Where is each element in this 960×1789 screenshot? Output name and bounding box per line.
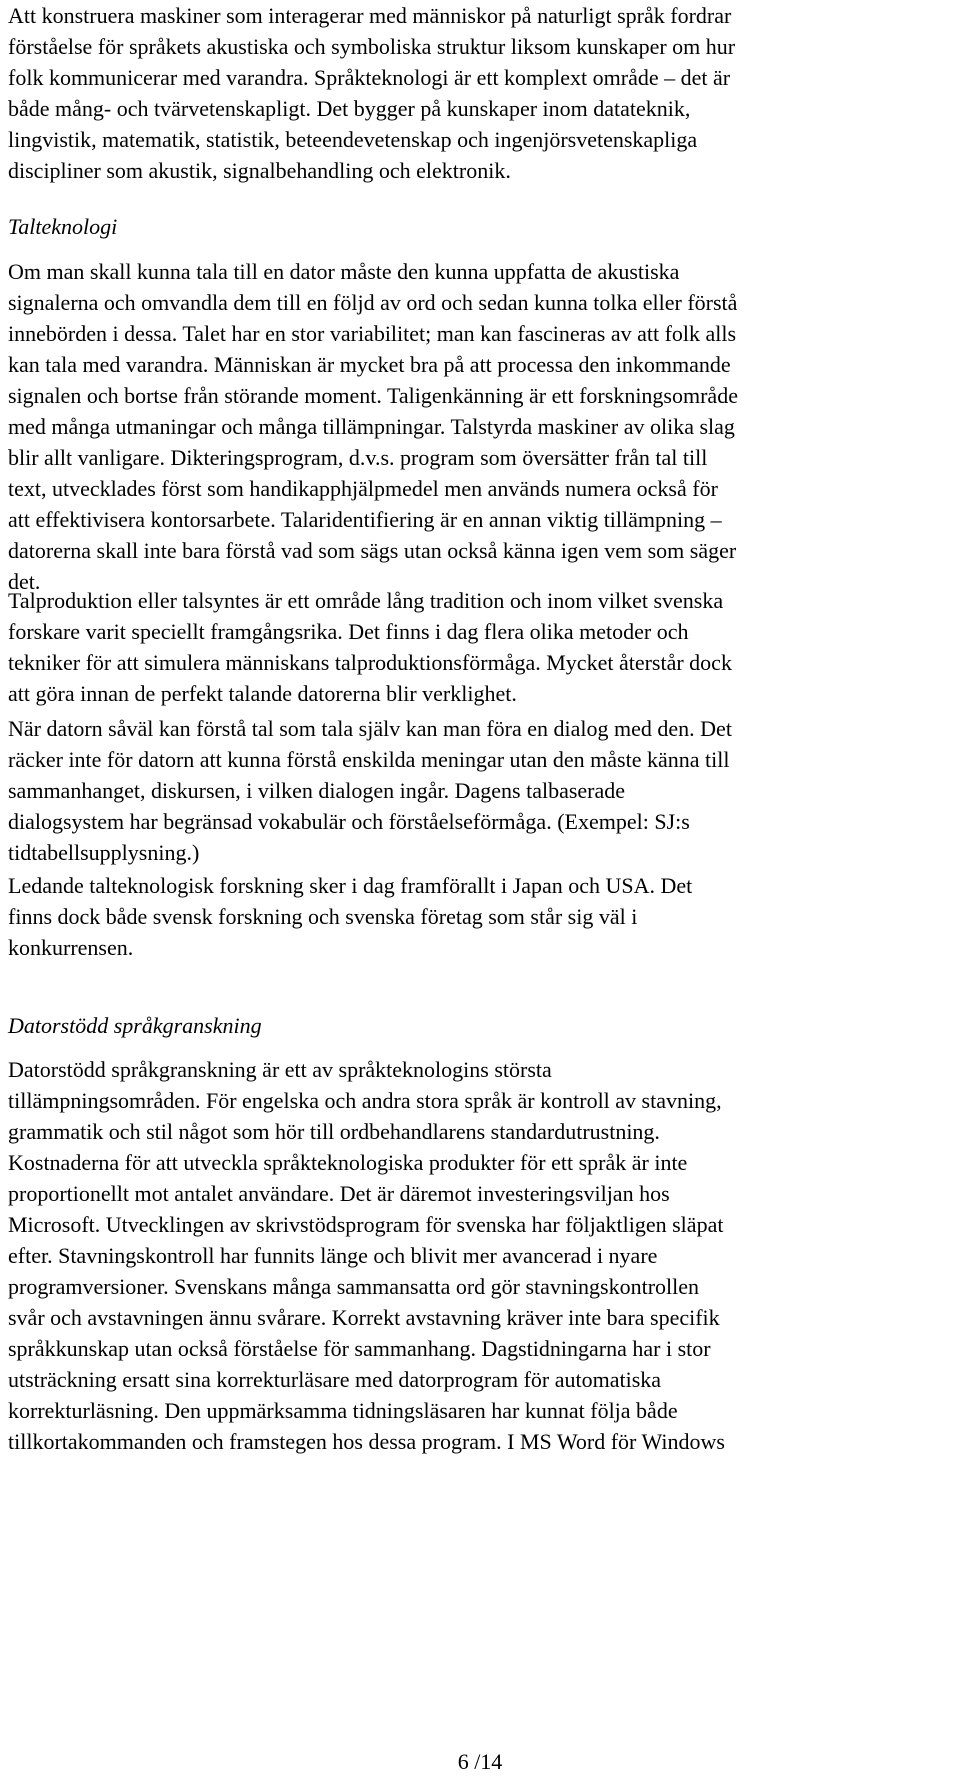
section-heading-talteknologi	[8, 211, 938, 242]
text-line: Ledande talteknologisk forskning sker i dag framförallt i Japan och USA. Det	[8, 873, 693, 898]
text-line: att effektivisera kontorsarbete. Talaridentifiering är en annan viktig tillämpning –	[8, 507, 722, 532]
text-line: tillkortakommanden och framstegen hos dessa program. I MS Word för Windows	[8, 1429, 725, 1454]
text-line: signalerna och omvandla dem till en följd av ord och sedan kunna tolka eller förstå	[8, 290, 738, 315]
text-line: Kostnaderna för att utveckla språkteknologiska produkter för ett språk är inte	[8, 1150, 688, 1175]
page-number: 6 /14	[457, 1749, 503, 1774]
text-line: räcker inte för datorn att kunna förstå enskilda meningar utan den måste känna till	[8, 747, 730, 772]
text-line: med många utmaningar och många tillämpningar. Talstyrda maskiner av olika slag	[8, 414, 735, 439]
text-line: proportionellt mot antalet användare. Det är däremot investeringsviljan hos	[8, 1181, 670, 1206]
text-line: Microsoft. Utvecklingen av skrivstödsprogram för svenska har följaktligen släpat	[8, 1212, 724, 1237]
text-line: När datorn såväl kan förstå tal som tala själv kan man föra en dialog med den. Det	[8, 716, 732, 741]
heading-text: Talteknologi	[8, 214, 118, 239]
talproduktion-paragraph	[8, 585, 938, 709]
text-line: tidtabellsupplysning.)	[8, 840, 200, 865]
text-line: dialogsystem har begränsad vokabulär och förståelseförmåga. (Exempel: SJ:s	[8, 809, 690, 834]
dialog-paragraph	[8, 713, 938, 868]
text-line: svår och avstavningen ännu svårare. Korrekt avstavning kräver inte bara specifik	[8, 1305, 720, 1330]
text-line: korrekturläsning. Den uppmärksamma tidningsläsaren har kunnat följa både	[8, 1398, 678, 1423]
text-line: text, utvecklades först som handikapphjälpmedel men används numera också för	[8, 476, 718, 501]
text-line: förståelse för språkets akustiska och symboliska struktur liksom kunskaper om hur	[8, 34, 736, 59]
text-line: att göra innan de perfekt talande datorerna blir verklighet.	[8, 681, 517, 706]
text-line: språkkunskap utan också förståelse för sammanhang. Dagstidningarna har i stor	[8, 1336, 711, 1361]
text-line: folk kommunicerar med varandra. Språkteknologi är ett komplext område – det är	[8, 65, 731, 90]
text-line: Om man skall kunna tala till en dator måste den kunna uppfatta de akustiska	[8, 259, 680, 284]
text-line: kan tala med varandra. Människan är mycket bra på att processa den inkommande	[8, 352, 731, 377]
text-line: signalen och bortse från störande moment. Taligenkänning är ett forskningsområde	[8, 383, 738, 408]
text-line: Datorstödd språkgranskning är ett av språkteknologins största	[8, 1057, 552, 1082]
intro-paragraph	[8, 0, 938, 186]
text-line: sammanhanget, diskursen, i vilken dialogen ingår. Dagens talbaserade	[8, 778, 626, 803]
text-line: discipliner som akustik, signalbehandling och elektronik.	[8, 158, 511, 183]
heading-text: Datorstödd språkgranskning	[8, 1013, 262, 1038]
text-line: lingvistik, matematik, statistik, beteendevetenskap och ingenjörsvetenskapliga	[8, 127, 698, 152]
text-line: efter. Stavningskontroll har funnits länge och blivit mer avancerad i nyare	[8, 1243, 658, 1268]
section-heading-datorstodd-sprakgranskning	[8, 1010, 938, 1041]
text-line: Att konstruera maskiner som interagerar med människor på naturligt språk fordrar	[8, 3, 732, 28]
text-line: både mång- och tvärvetenskapligt. Det bygger på kunskaper inom datateknik,	[8, 96, 691, 121]
forskning-paragraph	[8, 870, 938, 963]
text-line: tillämpningsområden. För engelska och andra stora språk är kontroll av stavning,	[8, 1088, 722, 1113]
text-line: Talproduktion eller talsyntes är ett område lång tradition och inom vilket svenska	[8, 588, 724, 613]
sprakgranskning-paragraph	[8, 1054, 938, 1457]
text-line: innebörden i dessa. Talet har en stor variabilitet; man kan fascineras av att folk alls	[8, 321, 737, 346]
text-line: datorerna skall inte bara förstå vad som sägs utan också känna igen vem som säger	[8, 538, 737, 563]
text-line: tekniker för att simulera människans talproduktionsförmåga. Mycket återstår dock	[8, 650, 732, 675]
text-line: programversioner. Svenskans många sammansatta ord gör stavningskontrollen	[8, 1274, 700, 1299]
text-line: forskare varit speciellt framgångsrika. Det finns i dag flera olika metoder och	[8, 619, 689, 644]
text-line: finns dock både svensk forskning och svenska företag som står sig väl i	[8, 904, 638, 929]
text-line: utsträckning ersatt sina korrekturläsare med datorprogram för automatiska	[8, 1367, 662, 1392]
text-line: konkurrensen.	[8, 935, 134, 960]
text-line: grammatik och stil något som hör till ordbehandlarens standardutrustning.	[8, 1119, 660, 1144]
text-line: blir allt vanligare. Dikteringsprogram, d.v.s. program som översätter från tal till	[8, 445, 708, 470]
talteknologi-paragraph	[8, 256, 938, 597]
text-line: det.	[8, 569, 41, 594]
